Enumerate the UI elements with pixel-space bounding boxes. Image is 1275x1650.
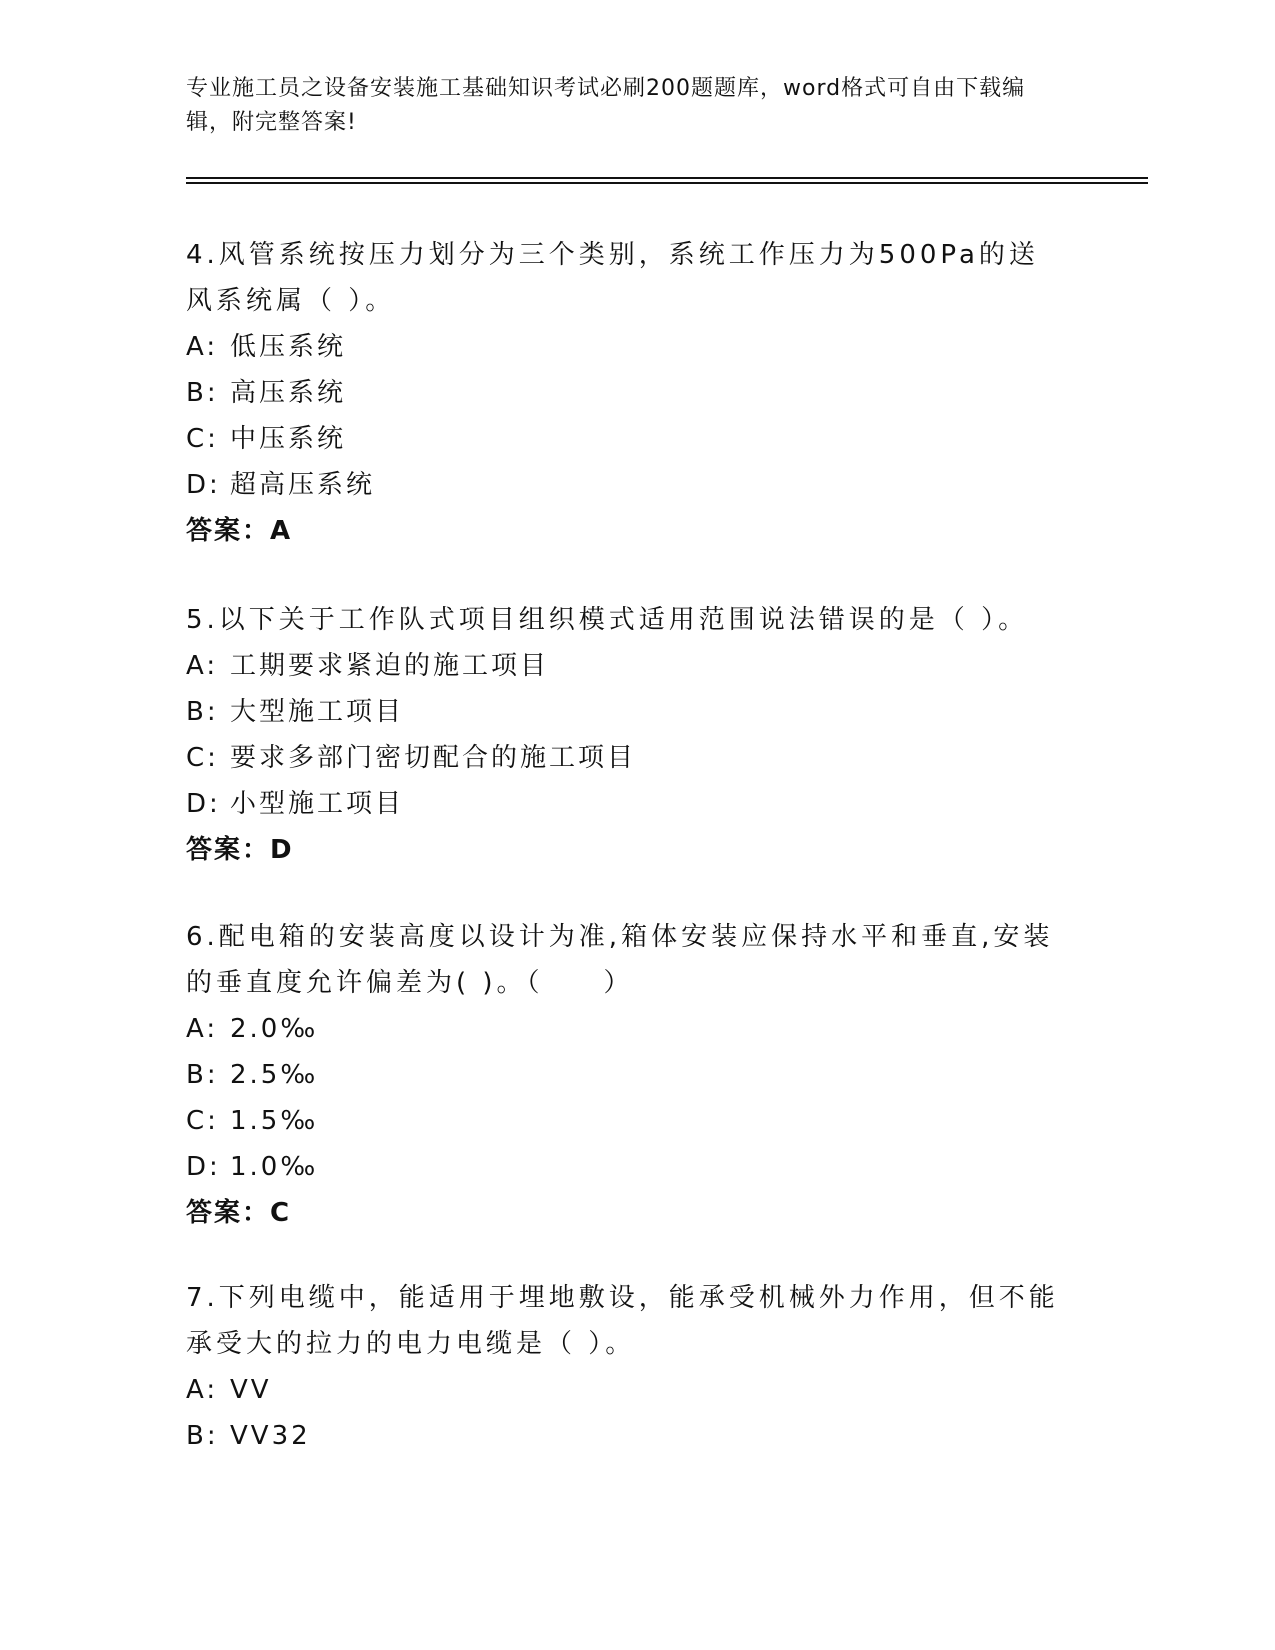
option-text: 中压系统 (230, 424, 347, 454)
option-b (186, 1052, 1066, 1098)
answer: 答案：C (186, 1198, 292, 1228)
option-key: A: (186, 1375, 219, 1405)
option-a (186, 1367, 1066, 1413)
option-key: D: (186, 789, 221, 819)
option-text: 低压系统 (230, 332, 347, 362)
option-b (186, 1413, 1066, 1459)
option-c (186, 1098, 1066, 1144)
option-d (186, 462, 1066, 508)
option-b (186, 689, 1066, 735)
answer: 答案：D (186, 835, 294, 865)
question-6 (186, 914, 1066, 1236)
option-text: 2.0‰ (230, 1014, 319, 1044)
option-key: B: (186, 378, 219, 408)
option-key: C: (186, 424, 219, 454)
header-divider-bottom (186, 182, 1148, 184)
option-key: A: (186, 332, 219, 362)
option-text: 1.0‰ (230, 1152, 319, 1182)
option-text: 2.5‰ (230, 1060, 319, 1090)
option-a (186, 643, 1066, 689)
question-text: 6.配电箱的安装高度以设计为准,箱体安装应保持水平和垂直,安装的垂直度允许偏差为( )。（ ） (186, 922, 1054, 998)
question-text: 7.下列电缆中，能适用于埋地敷设，能承受机械外力作用，但不能承受大的拉力的电力电缆是（ ）。 (186, 1283, 1059, 1359)
option-key: C: (186, 1106, 219, 1136)
option-key: B: (186, 1060, 219, 1090)
option-key: A: (186, 1014, 219, 1044)
option-text: 高压系统 (230, 378, 347, 408)
option-text: 要求多部门密切配合的施工项目 (230, 743, 637, 773)
option-text: 小型施工项目 (230, 789, 405, 819)
answer: 答案：A (186, 516, 293, 546)
question-text: 5.以下关于工作队式项目组织模式适用范围说法错误的是（ ）。 (186, 605, 1029, 635)
question-5 (186, 597, 1066, 873)
option-c (186, 416, 1066, 462)
option-key: D: (186, 1152, 221, 1182)
option-text: 超高压系统 (230, 470, 376, 500)
document-header: 专业施工员之设备安装施工基础知识考试必刷200题题库，word格式可自由下载编辑，附完整答案! (186, 76, 1026, 135)
option-b (186, 370, 1066, 416)
option-key: A: (186, 651, 219, 681)
option-text: 1.5‰ (230, 1106, 319, 1136)
header-divider-top (186, 177, 1148, 179)
option-text: VV (230, 1375, 272, 1405)
option-key: B: (186, 697, 219, 727)
option-a (186, 324, 1066, 370)
option-d (186, 1144, 1066, 1190)
option-key: D: (186, 470, 221, 500)
question-7 (186, 1275, 1066, 1459)
option-c (186, 735, 1066, 781)
option-d (186, 781, 1066, 827)
option-text: 工期要求紧迫的施工项目 (230, 651, 550, 681)
option-a (186, 1006, 1066, 1052)
option-text: VV32 (230, 1421, 311, 1451)
option-key: B: (186, 1421, 219, 1451)
question-4 (186, 232, 1066, 554)
option-text: 大型施工项目 (230, 697, 405, 727)
option-key: C: (186, 743, 219, 773)
question-text: 4.风管系统按压力划分为三个类别，系统工作压力为500Pa的送风系统属（ ）。 (186, 240, 1039, 316)
